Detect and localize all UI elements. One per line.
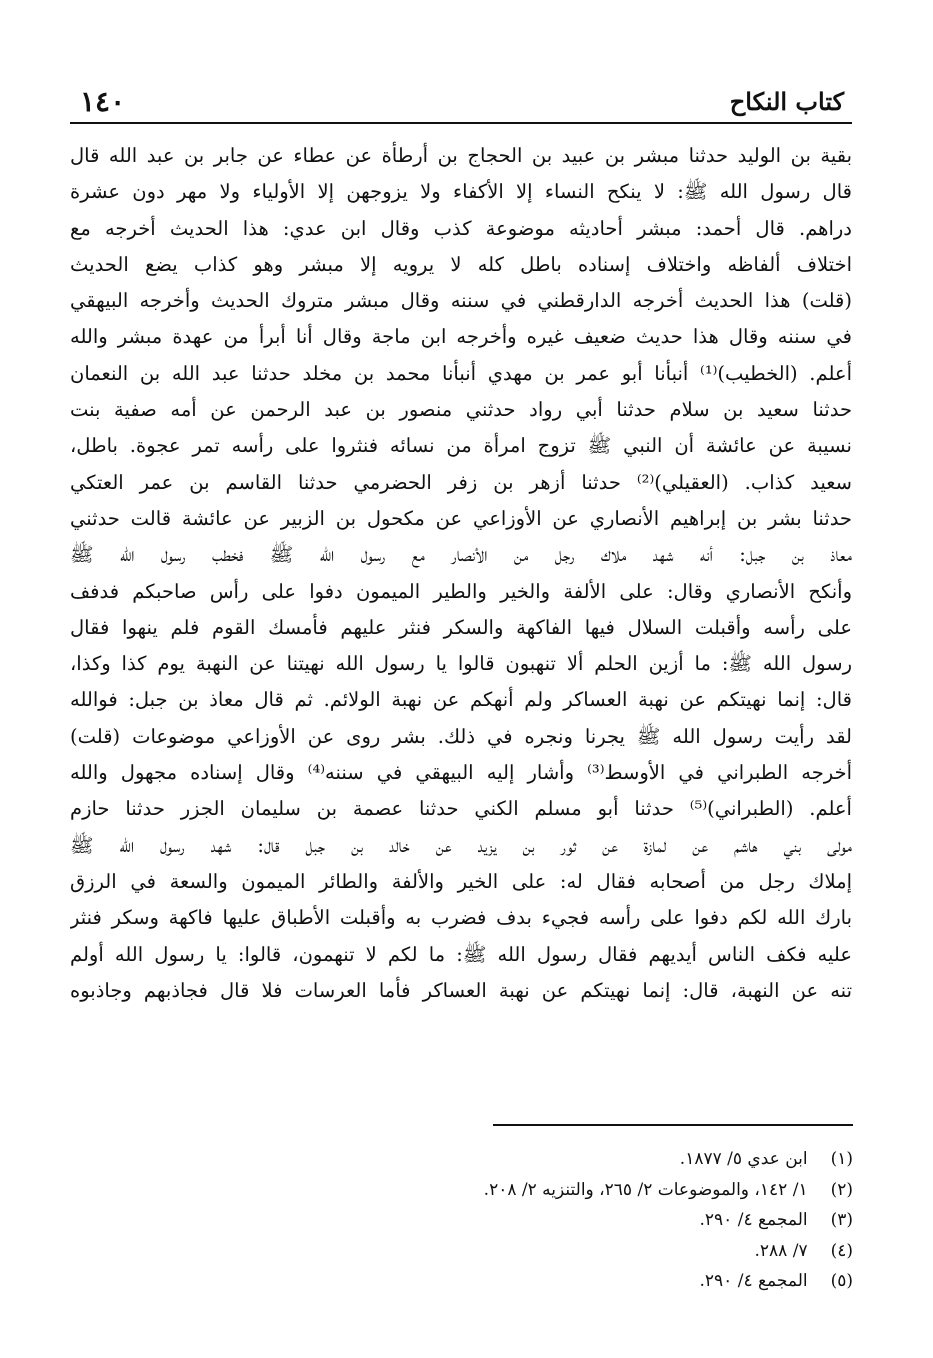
text-line: حدثنا بشر بن إبراهيم الأنصاري عن الأوزاعي عن مكحول بن الزبير عن عائشة قالت حدثني xyxy=(70,506,852,530)
text-line: عليه فكف الناس أيديهم فقال رسول الله ﷺ: ما لكم لا تنهمون، قالوا: يا رسول الله أولم xyxy=(70,942,852,966)
text-line: إملاك رجل من أصحابه فقال له: على الخير والألفة والطائر الميمون والسعة في الرزق xyxy=(70,869,852,893)
footnotes xyxy=(153,1144,853,1297)
text-line: رسول الله ﷺ: ما أزين الحلم ألا تنهبون قالوا يا رسول الله نهيتنا عن النهبة يوم كذا وكذا، xyxy=(70,652,852,676)
text-line: في سننه وقال هذا حديث ضعيف غيره وأخرجه ابن ماجة وقال أنا أبرأ من عهدة مبشر والله xyxy=(70,325,852,349)
text-line: دراهم. قال أحمد: مبشر أحاديثه موضوعة كذب وقال ابن عدي: هذا الحديث أخرجه مع xyxy=(70,216,852,240)
text-line: لقد رأيت رسول الله ﷺ يجرنا ونجره في ذلك. بشر روى عن الأوزاعي موضوعات (قلت) xyxy=(70,724,852,748)
footnote xyxy=(153,1205,853,1236)
text-line: اختلاف ألفاظه واختلاف إسناده باطل كله لا يرويه إلا مبشر وهو كذاب يضع الحديث xyxy=(70,252,852,276)
footnote xyxy=(153,1144,853,1175)
text-line: بقية بن الوليد حدثنا مبشر بن عبيد بن الحجاج بن أرطأة عن عطاء عن جابر بن عبد الله قال xyxy=(70,144,852,167)
page-number: ١٤٠ xyxy=(80,85,126,118)
footnote xyxy=(153,1266,853,1297)
footnote-number: (٣) xyxy=(830,1210,853,1230)
footnote-text: ٧/ ٢٨٨. xyxy=(754,1240,808,1261)
text-line: تنه عن النهبة، قال: إنما نهيتكم عن نهبة العساكر فأما العرسات فلا قال فجاذبهم وجاذبوه xyxy=(70,978,852,1002)
text-line: على رأسه وأقبلت السلال فيها الفاكهة والسكر فنثر عليهم فأمسك القوم فلم ينهوا فقال xyxy=(70,615,852,639)
footnote-text: ١/ ١٤٢، والموضوعات ٢/ ٢٦٥، والتنزيه ٢/ ٢٠٨. xyxy=(483,1179,808,1200)
footnote-number: (٢) xyxy=(830,1179,853,1200)
text-line: (قلت) هذا الحديث أخرجه الدارقطني في سننه وقال مبشر متروك الحديث وأخرجه البيهقي xyxy=(70,289,852,313)
main-text xyxy=(70,138,852,1009)
text-line: وأنكح الأنصاري وقال: على الألفة والخير والطير الميمون دفوا على رأس صاحبكم فدفف xyxy=(70,579,852,603)
footnote-number: (٥) xyxy=(830,1271,853,1291)
text-line: حدثنا سعيد بن سلام حدثنا أبي رواد حدثني منصور بن عبد الرحمن عن أمه صفية بنت xyxy=(70,398,852,422)
text-line: بارك الله لكم دفوا على رأسه فجيء بدف فضرب به وأقبلت الأطباق عليها فاكهة وسكر فنثر xyxy=(70,906,852,930)
text-line: معاذ بن جبل: أنه شهد ملاك رجل من الأنصار مع رسول الله ﷺ فخطب رسول الله ﷺ xyxy=(70,543,852,567)
footnote xyxy=(153,1236,853,1267)
footnote-text: المجمع ٤/ ٢٩٠. xyxy=(699,1210,808,1230)
text-line: أعلم. (الخطيب)⁽¹⁾ أنبأنا أبو عمر بن مهدي أنبأنا محمد بن مخلد حدثنا عبد الله بن النعمان xyxy=(70,361,852,385)
footnote-text: ابن عدي ٥/ ١٨٧٧. xyxy=(679,1149,808,1169)
text-line: نسيبة عن عائشة أن النبي ﷺ تزوج امرأة من نسائه فنثروا على رأسه تمر عجوة. باطل، xyxy=(70,434,852,458)
page-header xyxy=(70,78,852,124)
footnote-divider xyxy=(493,1124,853,1126)
text-line: قال: إنما نهيتكم عن نهبة العساكر ولم أنهكم عن نهبة الولائم. ثم قال معاذ بن جبل: فوالله xyxy=(70,688,852,712)
text-line: أعلم. (الطبراني)⁽⁵⁾ حدثنا أبو مسلم الكني حدثنا عصمة بن سليمان الجزر حدثنا حازم xyxy=(70,797,852,821)
text-line: سعيد كذاب. (العقيلي)⁽²⁾ حدثنا أزهر بن زفر الحضرمي حدثنا القاسم بن عمر العتكي xyxy=(70,470,852,494)
footnote-number: (١) xyxy=(830,1149,853,1169)
chapter-title: كتاب النكاح xyxy=(729,87,844,116)
text-line: مولى بني هاشم عن لمازة عن ثور بن يزيد عن خالد بن جبل قال: شهد رسول الله ﷺ xyxy=(70,833,852,857)
text-line: أخرجه الطبراني في الأوسط⁽³⁾ وأشار إليه البيهقي في سننه⁽⁴⁾ وقال إسناده مجهول والله xyxy=(70,761,852,785)
text-line: قال رسول الله ﷺ: لا ينكح النساء إلا الأكفاء ولا يزوجهن إلا الأولياء ولا مهر دون عشرة xyxy=(70,180,852,204)
footnote-number: (٤) xyxy=(830,1240,853,1261)
footnote-text: المجمع ٤/ ٢٩٠. xyxy=(699,1271,808,1291)
footnote xyxy=(153,1175,853,1206)
